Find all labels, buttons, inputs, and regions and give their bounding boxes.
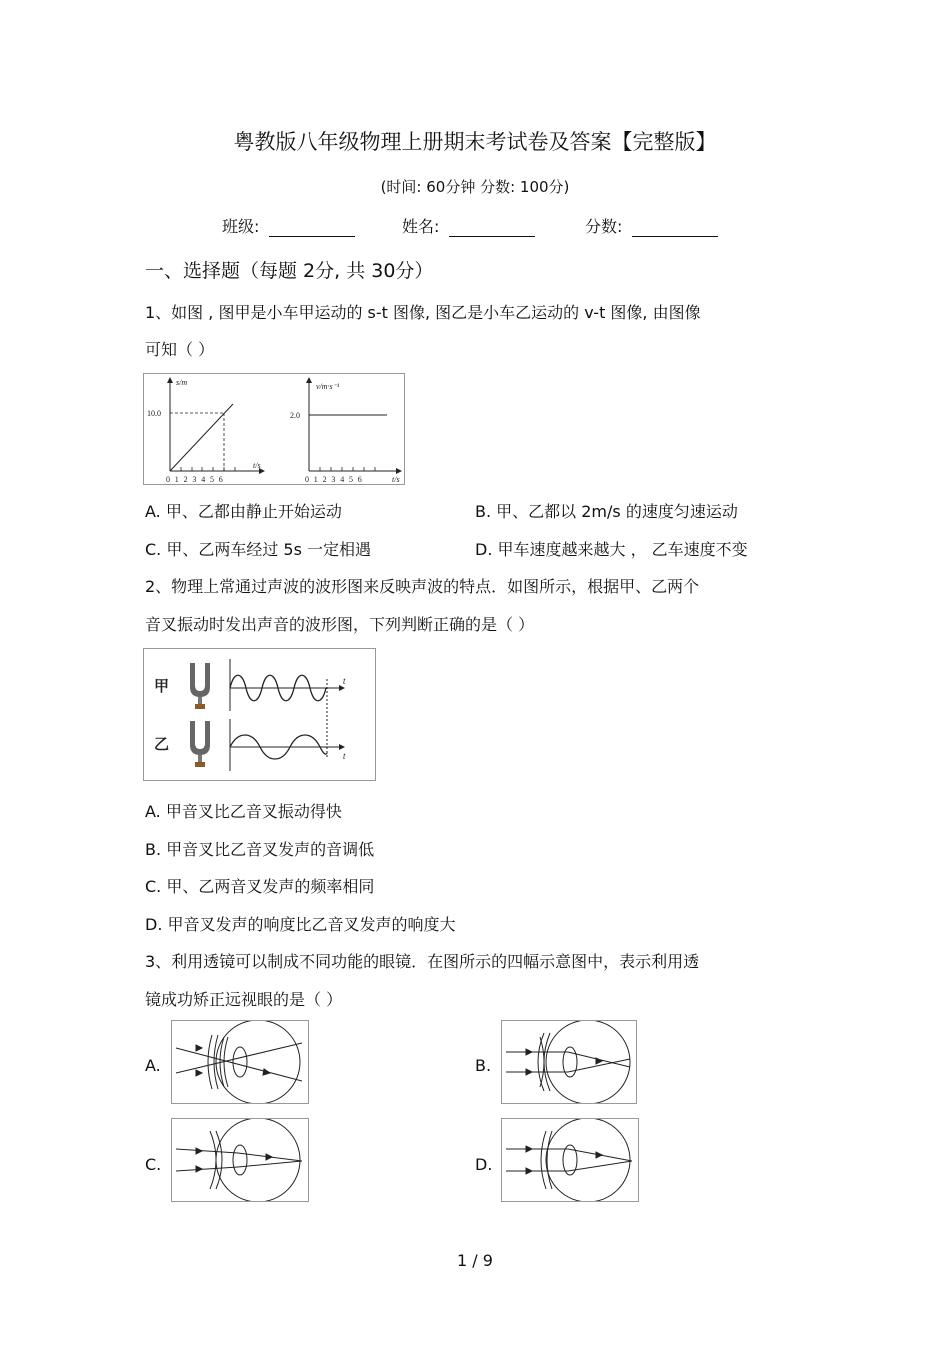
eye-diagram-a	[171, 1020, 309, 1104]
question-3-line2: 镜成功矫正远视眼的是（ ）	[145, 990, 343, 1009]
eye-diagram-d	[501, 1118, 639, 1202]
score-label: 分数:	[585, 217, 623, 236]
class-label: 班级:	[222, 217, 260, 236]
eye-diagram-c	[171, 1118, 309, 1202]
tuning-fork-jia-icon	[190, 663, 210, 709]
q1-option-c[interactable]: C. 甲、乙两车经过 5s 一定相遇	[145, 540, 372, 559]
q2-option-a[interactable]: A. 甲音叉比乙音叉振动得快	[145, 802, 342, 821]
question-1-line2: 可知（ ）	[145, 340, 215, 359]
q2-option-d[interactable]: D. 甲音叉发声的响度比乙音叉发声的响度大	[145, 915, 456, 934]
question-2-line1: 2、物理上常通过声波的波形图来反映声波的特点．如图所示，根据甲、乙两个	[145, 577, 700, 596]
v-t-xticks: 0 1 2 3 4 5 6	[305, 475, 364, 484]
exam-time-score: (时间: 60分钟 分数: 100分)	[380, 178, 570, 196]
q3-option-a[interactable]: A.	[145, 1056, 161, 1075]
class-blank	[269, 218, 355, 237]
q1-figure	[143, 373, 405, 485]
v-t-graph	[290, 377, 402, 484]
score-blank	[632, 218, 718, 237]
class-field	[222, 214, 355, 237]
tuning-fork-yi-icon	[190, 721, 210, 767]
question-3-line1: 3、利用透镜可以制成不同功能的眼镜．在图所示的四幅示意图中，表示利用透	[145, 952, 700, 971]
v-t-ylabel: v/m·s⁻¹	[316, 382, 340, 391]
q1-option-d[interactable]: D. 甲车速度越来越大 ， 乙车速度不变	[475, 540, 748, 559]
q1-option-b[interactable]: B. 甲、乙都以 2m/s 的速度匀速运动	[475, 502, 738, 521]
eye-diagram-b	[501, 1020, 637, 1104]
name-label: 姓名:	[402, 217, 440, 236]
question-1-line1: 1、如图 , 图甲是小车甲运动的 s-t 图像, 图乙是小车乙运动的 v-t 图像, 由图像	[145, 303, 701, 322]
name-field	[402, 214, 535, 237]
label-jia: 甲	[154, 678, 170, 695]
page-title: 粤教版八年级物理上册期末考试卷及答案【完整版】	[233, 130, 717, 154]
s-t-ylabel: s/m	[176, 378, 188, 387]
v-t-xlabel: t/s	[392, 475, 400, 484]
q3-option-b[interactable]: B.	[475, 1056, 492, 1075]
s-t-xlabel: t/s	[253, 461, 261, 470]
v-t-ytick: 2.0	[290, 411, 300, 420]
label-yi: 乙	[154, 736, 170, 753]
axis-t-jia: t	[343, 677, 346, 686]
q2-figure	[143, 648, 376, 781]
section-heading: 一、选择题（每题 2分, 共 30分）	[145, 260, 434, 282]
name-blank	[449, 218, 535, 237]
s-t-graph	[147, 377, 265, 484]
q3-option-d[interactable]: D.	[475, 1155, 493, 1174]
s-t-xticks: 0 1 2 3 4 5 6	[166, 475, 225, 484]
q2-option-c[interactable]: C. 甲、乙两音叉发声的频率相同	[145, 877, 375, 896]
score-field	[585, 214, 718, 237]
axis-t-yi: t	[343, 752, 346, 761]
q3-option-c[interactable]: C.	[145, 1155, 162, 1174]
s-t-ytick: 10.0	[147, 409, 161, 418]
question-2-line2: 音叉振动时发出声音的波形图，下列判断正确的是（ ）	[145, 615, 535, 634]
q1-option-a[interactable]: A. 甲、乙都由静止开始运动	[145, 502, 342, 521]
page-number: 1 / 9	[457, 1251, 493, 1270]
q2-option-b[interactable]: B. 甲音叉比乙音叉发声的音调低	[145, 840, 375, 859]
